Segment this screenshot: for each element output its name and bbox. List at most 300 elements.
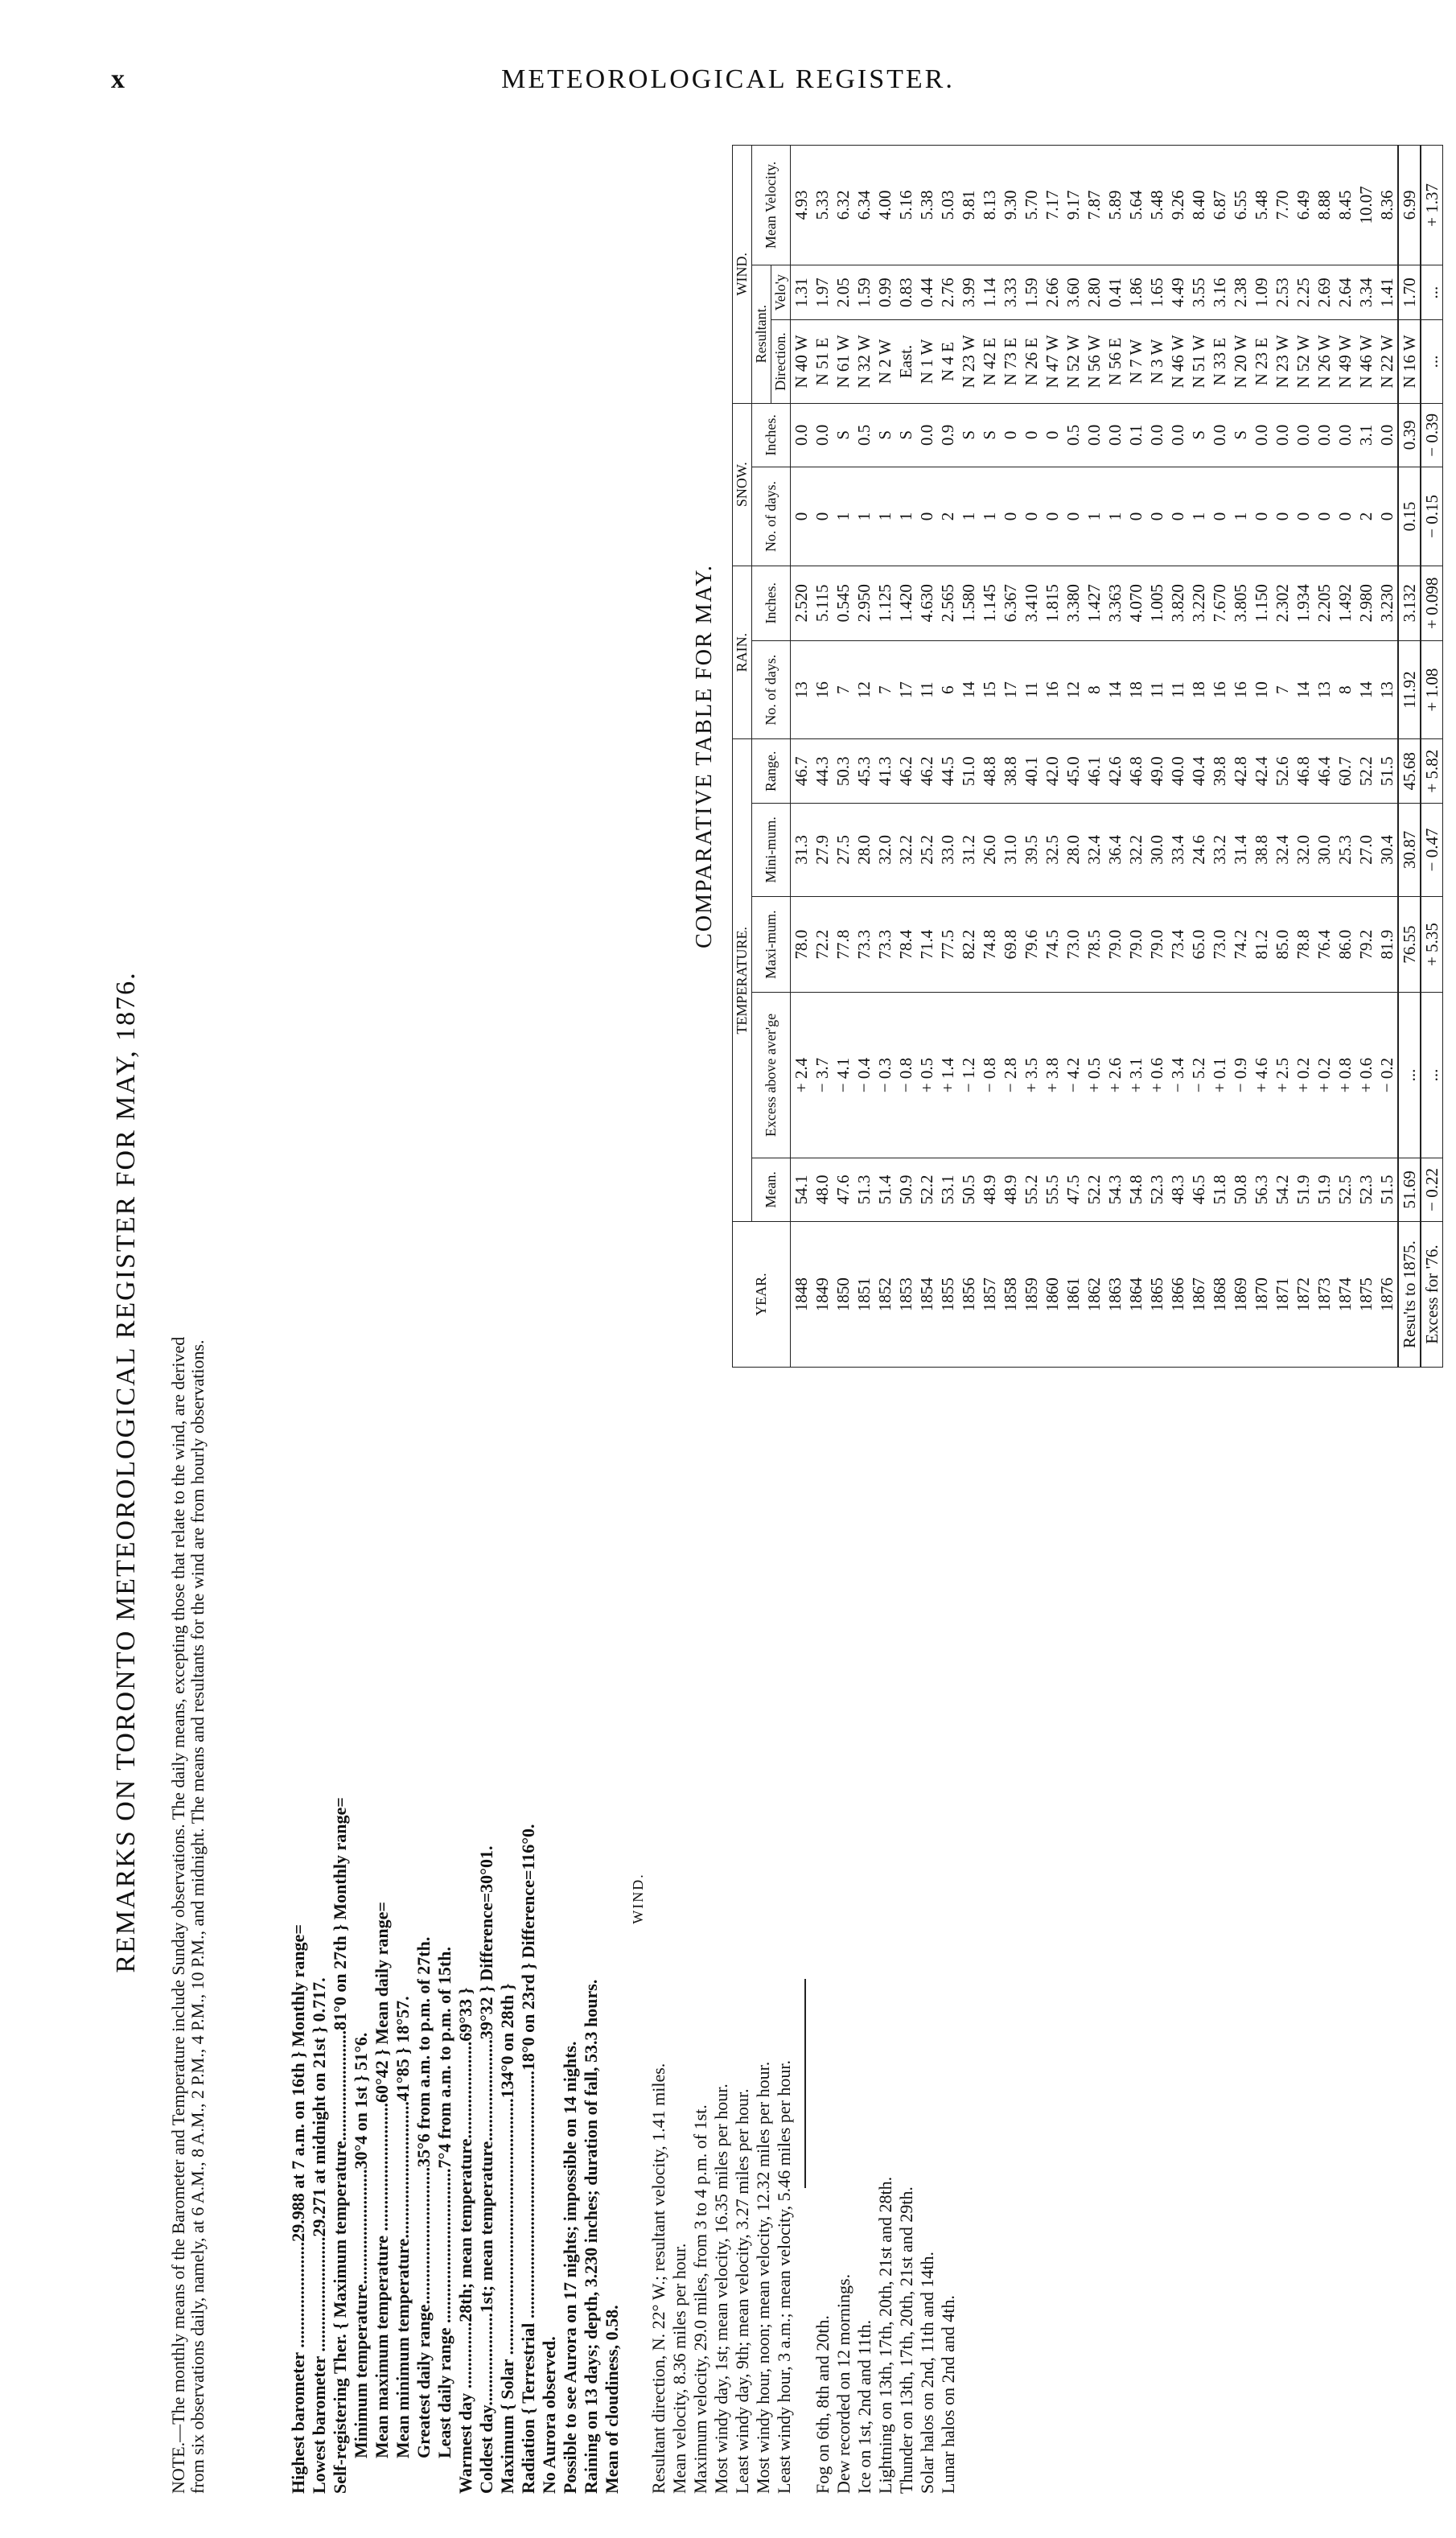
table-cell: 48.3 (1167, 1158, 1188, 1222)
table-cell: 33.2 (1209, 803, 1230, 896)
table-cell: 1.59 (1021, 265, 1042, 320)
table-body (791, 146, 1443, 1368)
remark-line: Possible to see Aurora on 17 nights; impossible on 14 nights. (560, 2041, 580, 2494)
group-resultant: Resultant. (752, 265, 771, 403)
table-cell: 5.33 (812, 146, 833, 265)
table-cell: 32.5 (1042, 803, 1063, 896)
table-cell: 79.6 (1021, 896, 1042, 993)
table-cell: 73.0 (1063, 896, 1084, 993)
table-cell: 1.145 (979, 566, 1000, 640)
table-cell: 1.65 (1146, 265, 1167, 320)
table-cell: 52.5 (1335, 1158, 1355, 1222)
table-cell: 0.0 (1167, 403, 1188, 467)
table-cell: 0.0 (1272, 403, 1293, 467)
table-cell: 51.5 (1376, 1158, 1398, 1222)
col-direction: Direction. (771, 320, 791, 403)
table-cell: + 0.098 (1421, 566, 1443, 640)
table-cell: 25.2 (916, 803, 937, 896)
table-row (1209, 146, 1230, 1368)
table-cell: + 4.6 (1251, 993, 1272, 1158)
table-row (895, 146, 916, 1368)
table-cell: Resu'ts to 1875. (1398, 1222, 1421, 1368)
table-cell: ... (1398, 993, 1421, 1158)
table-cell: 78.5 (1084, 896, 1104, 993)
remark-line: Maximum { Solar ..........................................................134°0 on 28th } (497, 1983, 517, 2494)
excess-row (1421, 146, 1443, 1368)
group-rain: RAIN. (733, 566, 752, 739)
table-cell: 1.580 (958, 566, 979, 640)
table-cell: N 42 E (979, 320, 1000, 403)
table-cell: 32.0 (1293, 803, 1314, 896)
table-cell: 42.6 (1104, 739, 1125, 804)
table-cell: 6 (937, 640, 958, 739)
wind-line: Mean velocity, 8.36 miles per hour. (669, 2243, 689, 2494)
col-range: Range. (752, 739, 791, 804)
table-cell: 0.0 (1209, 403, 1230, 467)
table-cell: 52.3 (1146, 1158, 1167, 1222)
table-cell: 0 (1146, 467, 1167, 566)
table-cell: 1871 (1272, 1222, 1293, 1368)
table-cell: 1854 (916, 1222, 937, 1368)
remarks-note: NOTE.—The monthly means of the Barometer and Temperature include Sunday observations. The daily means, excepting those that relate to the wind, are derived from six observations daily, namely, at 6 A.M., 8 A.M., 2 P.M., 4 P.M., 10 P.M., and midnight. The means and resultants for the wind are from hourly observations. (168, 1336, 208, 2494)
table-cell: 82.2 (958, 896, 979, 993)
table-cell: 3.363 (1104, 566, 1125, 640)
table-cell: 25.3 (1335, 803, 1355, 896)
table-cell: + 3.1 (1125, 993, 1146, 1158)
table-cell: 1852 (874, 1222, 895, 1368)
table-cell: 30.4 (1376, 803, 1398, 896)
table-cell: N 1 W (916, 320, 937, 403)
table-cell: 54.8 (1125, 1158, 1146, 1222)
table-cell: 51.3 (853, 1158, 874, 1222)
table-cell: 0 (1167, 467, 1188, 566)
table-cell: 30.87 (1398, 803, 1421, 896)
table-cell: 6.87 (1209, 146, 1230, 265)
table-cell: − 3.7 (812, 993, 833, 1158)
table-cell: 1 (874, 467, 895, 566)
table-cell: 28.0 (853, 803, 874, 896)
table-cell: 5.89 (1104, 146, 1125, 265)
remark-line: Least daily range ...................................7°4 from a.m. to p.m. of 15th. (434, 1947, 454, 2458)
table-row (1125, 146, 1146, 1368)
table-cell: 40.4 (1188, 739, 1209, 804)
table-cell: 3.33 (1000, 265, 1021, 320)
table-cell: N 49 W (1335, 320, 1355, 403)
table-cell: 46.4 (1314, 739, 1335, 804)
table-cell: 38.8 (1000, 739, 1021, 804)
phenomenon-line: Ice on 1st, 2nd and 11th. (854, 2319, 874, 2494)
table-cell: 0.15 (1398, 467, 1421, 566)
table-cell: 50.3 (833, 739, 853, 804)
table-cell: 2.950 (853, 566, 874, 640)
table-cell: 1.492 (1335, 566, 1355, 640)
table-cell: S (1230, 403, 1251, 467)
table-cell: 5.115 (812, 566, 833, 640)
table-cell: 78.8 (1293, 896, 1314, 993)
table-row (1251, 146, 1272, 1368)
table-cell: 8.40 (1188, 146, 1209, 265)
table-cell: 0 (1063, 467, 1084, 566)
phenomenon-line: Lightning on 13th, 17th, 20th, 21st and 28th. (875, 2176, 895, 2494)
table-cell: 6.55 (1230, 146, 1251, 265)
table-cell: 5.70 (1021, 146, 1042, 265)
table-cell: 7 (833, 640, 853, 739)
col-snow-days: No. of days. (752, 467, 791, 566)
table-cell: 50.9 (895, 1158, 916, 1222)
table-cell: 2.565 (937, 566, 958, 640)
page-number: x (111, 64, 127, 94)
table-cell: 6.34 (853, 146, 874, 265)
table-cell: 81.9 (1376, 896, 1398, 993)
table-cell: 48.9 (979, 1158, 1000, 1222)
table-cell: 0.545 (833, 566, 853, 640)
comparative-table-title: COMPARATIVE TABLE FOR MAY. (692, 564, 717, 948)
table-cell: − 0.3 (874, 993, 895, 1158)
table-cell: N 26 W (1314, 320, 1335, 403)
table-cell: 1857 (979, 1222, 1000, 1368)
table-row (1167, 146, 1188, 1368)
table-row (833, 146, 853, 1368)
table-cell: 18 (1188, 640, 1209, 739)
table-cell: 1 (1188, 467, 1209, 566)
table-cell: 8 (1084, 640, 1104, 739)
table-cell: 32.4 (1084, 803, 1104, 896)
table-cell: 0.0 (812, 403, 833, 467)
table-cell: − 0.22 (1421, 1158, 1443, 1222)
table-cell: + 3.8 (1042, 993, 1063, 1158)
col-excess: Excess above aver'ge (752, 993, 791, 1158)
table-cell: 2.76 (937, 265, 958, 320)
table-cell: 78.4 (895, 896, 916, 993)
table-cell: 53.1 (937, 1158, 958, 1222)
table-cell: 3.820 (1167, 566, 1188, 640)
wind-line: Most windy day, 1st; mean velocity, 16.35 miles per hour. (711, 2083, 731, 2494)
results-row (1398, 146, 1421, 1368)
table-row (1104, 146, 1125, 1368)
table-cell: 5.03 (937, 146, 958, 265)
table-cell: 4.00 (874, 146, 895, 265)
table-cell: − 1.2 (958, 993, 979, 1158)
table-cell: 14 (1293, 640, 1314, 739)
table-cell: 27.9 (812, 803, 833, 896)
table-cell: N 3 W (1146, 320, 1167, 403)
table-cell: 7.17 (1042, 146, 1063, 265)
table-cell: 52.2 (1084, 1158, 1104, 1222)
table-cell: 2.302 (1272, 566, 1293, 640)
table-cell: 2.980 (1355, 566, 1376, 640)
wind-lines (650, 1303, 796, 2494)
table-cell: 1850 (833, 1222, 853, 1368)
table-cell: 0.0 (1335, 403, 1355, 467)
phenomenon-line: Solar halos on 2nd, 11th and 14th. (917, 2251, 937, 2494)
table-cell: 0 (1209, 467, 1230, 566)
table-cell: 0.39 (1398, 403, 1421, 467)
table-cell: 2 (937, 467, 958, 566)
table-cell: 42.4 (1251, 739, 1272, 804)
table-cell: 51.5 (1376, 739, 1398, 804)
table-cell: + 1.4 (937, 993, 958, 1158)
table-cell: 0 (1000, 467, 1021, 566)
table-cell: Excess for '76. (1421, 1222, 1443, 1368)
group-wind: WIND. (733, 146, 752, 404)
table-cell: 7.87 (1084, 146, 1104, 265)
table-cell: 2.80 (1084, 265, 1104, 320)
table-cell: + 3.5 (1021, 993, 1042, 1158)
table-cell: + 5.35 (1421, 896, 1443, 993)
table-cell: S (833, 403, 853, 467)
table-cell: 46.8 (1125, 739, 1146, 804)
table-cell: East. (895, 320, 916, 403)
table-cell: N 2 W (874, 320, 895, 403)
table-cell: 51.69 (1398, 1158, 1421, 1222)
table-cell: 69.8 (1000, 896, 1021, 993)
table-cell: 3.410 (1021, 566, 1042, 640)
table-cell: 1851 (853, 1222, 874, 1368)
table-cell: 1853 (895, 1222, 916, 1368)
table-cell: 77.8 (833, 896, 853, 993)
table-cell: 12 (853, 640, 874, 739)
table-cell: 54.2 (1272, 1158, 1293, 1222)
table-cell: 55.5 (1042, 1158, 1063, 1222)
table-cell: 1.86 (1125, 265, 1146, 320)
table-cell: − 0.9 (1230, 993, 1251, 1158)
table-cell: 73.4 (1167, 896, 1188, 993)
col-maximum: Maxi-mum. (752, 896, 791, 993)
table-cell: 11 (1021, 640, 1042, 739)
table-cell: 0.99 (874, 265, 895, 320)
group-snow: SNOW. (733, 403, 752, 566)
col-snow-inches: Inches. (752, 403, 791, 467)
table-cell: 7.70 (1272, 146, 1293, 265)
table-cell: 9.17 (1063, 146, 1084, 265)
table-cell: 3.805 (1230, 566, 1251, 640)
table-row (853, 146, 874, 1368)
table-cell: 5.38 (916, 146, 937, 265)
table-cell: 0.0 (1314, 403, 1335, 467)
table-row (1042, 146, 1063, 1368)
table-cell: 11 (916, 640, 937, 739)
table-cell: 1.14 (979, 265, 1000, 320)
table-cell: 1867 (1188, 1222, 1209, 1368)
table-cell: 1858 (1000, 1222, 1021, 1368)
table-cell: ... (1421, 320, 1443, 403)
table-cell: 45.68 (1398, 739, 1421, 804)
table-row (1188, 146, 1209, 1368)
remark-line: Greatest daily range...............................35°6 from a.m. to p.m. of 27th. (413, 1936, 434, 2458)
table-cell: 81.2 (1251, 896, 1272, 993)
table-cell: 2.520 (791, 566, 812, 640)
table-cell: + 2.4 (791, 993, 812, 1158)
table-cell: 52.6 (1272, 739, 1293, 804)
table-cell: 0 (1335, 467, 1355, 566)
table-cell: 8.88 (1314, 146, 1335, 265)
table-cell: 1.420 (895, 566, 916, 640)
table-cell: N 73 E (1000, 320, 1021, 403)
col-resultant-velocity: Velo'y (771, 265, 791, 320)
table-cell: 31.0 (1000, 803, 1021, 896)
remark-line: No Aurora observed. (539, 2336, 559, 2494)
table-cell: 31.3 (791, 803, 812, 896)
table-cell: 73.3 (874, 896, 895, 993)
table-cell: 73.0 (1209, 896, 1230, 993)
table-cell: 76.4 (1314, 896, 1335, 993)
table-cell: − 0.15 (1421, 467, 1443, 566)
table-cell: 1849 (812, 1222, 833, 1368)
table-row (1146, 146, 1167, 1368)
table-cell: 54.3 (1104, 1158, 1125, 1222)
table-cell: 0 (916, 467, 937, 566)
table-cell: 51.0 (958, 739, 979, 804)
remark-line: Coldest day.....................1st; mean temperature.......................39°32 } Difference=30°01. (476, 1845, 496, 2494)
table-cell: 74.8 (979, 896, 1000, 993)
table-row (812, 146, 833, 1368)
table-cell: 0 (1000, 403, 1021, 467)
table-cell: N 46 W (1355, 320, 1376, 403)
table-cell: 6.32 (833, 146, 853, 265)
table-cell: 28.0 (1063, 803, 1084, 896)
table-row (1230, 146, 1251, 1368)
table-cell: 27.0 (1355, 803, 1376, 896)
wind-line: Maximum velocity, 29.0 miles, from 3 to 4 p.m. of 1st. (690, 2104, 710, 2494)
table-cell: 16 (812, 640, 833, 739)
table-cell: 2.53 (1272, 265, 1293, 320)
table-cell: N 56 W (1084, 320, 1104, 403)
phenomenon-line: Dew recorded on 12 mornings. (833, 2273, 853, 2494)
remark-line: Mean maximum temperature .............................60°42 } Mean daily range= (372, 1902, 392, 2458)
table-row (916, 146, 937, 1368)
group-temperature: TEMPERATURE. (733, 739, 752, 1222)
table-cell: 0 (1042, 467, 1063, 566)
table-cell: 0 (1021, 403, 1042, 467)
col-mean: Mean. (752, 1158, 791, 1222)
table-cell: 77.5 (937, 896, 958, 993)
table-cell: 1.005 (1146, 566, 1167, 640)
table-cell: 3.16 (1209, 265, 1230, 320)
remark-line: Raining on 13 days; depth, 3.230 inches; duration of fall, 53.3 hours. (581, 1979, 601, 2494)
table-cell: 46.8 (1293, 739, 1314, 804)
table-cell: S (874, 403, 895, 467)
table-cell: N 23 W (958, 320, 979, 403)
table-cell: N 16 W (1398, 320, 1421, 403)
table-cell: 1.815 (1042, 566, 1063, 640)
table-cell: ... (1421, 993, 1443, 1158)
table-cell: 9.26 (1167, 146, 1188, 265)
table-cell: − 3.4 (1167, 993, 1188, 1158)
table-cell: 49.0 (1146, 739, 1167, 804)
table-row (1293, 146, 1314, 1368)
table-cell: 4.070 (1125, 566, 1146, 640)
table-cell: 36.4 (1104, 803, 1125, 896)
table-cell: 7.670 (1209, 566, 1230, 640)
table-cell: − 5.2 (1188, 993, 1209, 1158)
table-cell: 2.69 (1314, 265, 1335, 320)
table-cell: 16 (1230, 640, 1251, 739)
wind-line: Least windy hour, 3 a.m.; mean velocity, 5.46 miles per hour. (774, 2059, 794, 2494)
table-cell: 0.1 (1125, 403, 1146, 467)
table-cell: 1848 (791, 1222, 812, 1368)
remark-line: Highest barometer ........................29.988 at 7 a.m. on 16th } Monthly range= (288, 1924, 308, 2494)
table-cell: 32.2 (1125, 803, 1146, 896)
table-cell: N 20 W (1230, 320, 1251, 403)
table-cell: 45.0 (1063, 739, 1084, 804)
table-cell: 5.48 (1251, 146, 1272, 265)
remarks-list (290, 1303, 960, 2494)
table-cell: 1874 (1335, 1222, 1355, 1368)
table-cell: S (958, 403, 979, 467)
table-cell: 51.4 (874, 1158, 895, 1222)
table-cell: 13 (1376, 640, 1398, 739)
table-cell: + 0.2 (1293, 993, 1314, 1158)
remark-line: Lowest barometer ..........................29.271 at midnight on 21st } 0.717. (309, 1977, 329, 2494)
table-cell: 1864 (1125, 1222, 1146, 1368)
table-cell: 0 (812, 467, 833, 566)
table-cell: 71.4 (916, 896, 937, 993)
table-cell: 31.4 (1230, 803, 1251, 896)
table-cell: 32.0 (874, 803, 895, 896)
table-cell: 1 (958, 467, 979, 566)
table-cell: N 23 E (1251, 320, 1272, 403)
phenomenon-line: Thunder on 13th, 17th, 20th, 21st and 29th. (896, 2186, 916, 2494)
table-cell: 11 (1167, 640, 1188, 739)
table-cell: 1 (979, 467, 1000, 566)
table-cell: 2.38 (1230, 265, 1251, 320)
table-row (1084, 146, 1104, 1368)
table-cell: ... (1421, 265, 1443, 320)
remark-line: Mean minimum temperature...............................41°85 } 18°57. (393, 1996, 413, 2458)
table-row (1063, 146, 1084, 1368)
table-cell: S (979, 403, 1000, 467)
table-cell: S (895, 403, 916, 467)
table-cell: 46.2 (916, 739, 937, 804)
table-cell: 0 (1251, 467, 1272, 566)
table-cell: 54.1 (791, 1158, 812, 1222)
table-cell: 1875 (1355, 1222, 1376, 1368)
table-cell: 1 (895, 467, 916, 566)
table-cell: 40.1 (1021, 739, 1042, 804)
table-cell: 42.8 (1230, 739, 1251, 804)
table-cell: 16 (1209, 640, 1230, 739)
table-row (1272, 146, 1293, 1368)
table-cell: 7 (874, 640, 895, 739)
table-cell: 1.59 (853, 265, 874, 320)
table-cell: 5.16 (895, 146, 916, 265)
table-cell: 1873 (1314, 1222, 1335, 1368)
table-cell: 56.3 (1251, 1158, 1272, 1222)
table-cell: N 7 W (1125, 320, 1146, 403)
table-cell: 8.36 (1376, 146, 1398, 265)
table-row (1314, 146, 1335, 1368)
table-cell: 85.0 (1272, 896, 1293, 993)
table-cell: 45.3 (853, 739, 874, 804)
table-row (874, 146, 895, 1368)
table-cell: 33.4 (1167, 803, 1188, 896)
table-cell: 0.0 (1293, 403, 1314, 467)
table-cell: + 0.8 (1335, 993, 1355, 1158)
table-cell: 60.7 (1335, 739, 1355, 804)
col-year: YEAR. (733, 1222, 791, 1368)
table-cell: 55.2 (1021, 1158, 1042, 1222)
table-cell: 15 (979, 640, 1000, 739)
table-cell: N 47 W (1042, 320, 1063, 403)
table-row (1021, 146, 1042, 1368)
table-cell: N 51 W (1188, 320, 1209, 403)
col-rain-days: No. of days. (752, 640, 791, 739)
table-cell: + 1.37 (1421, 146, 1443, 265)
table-cell: 46.2 (895, 739, 916, 804)
table-cell: 0 (1293, 467, 1314, 566)
table-cell: 44.3 (812, 739, 833, 804)
table-cell: N 56 E (1104, 320, 1125, 403)
